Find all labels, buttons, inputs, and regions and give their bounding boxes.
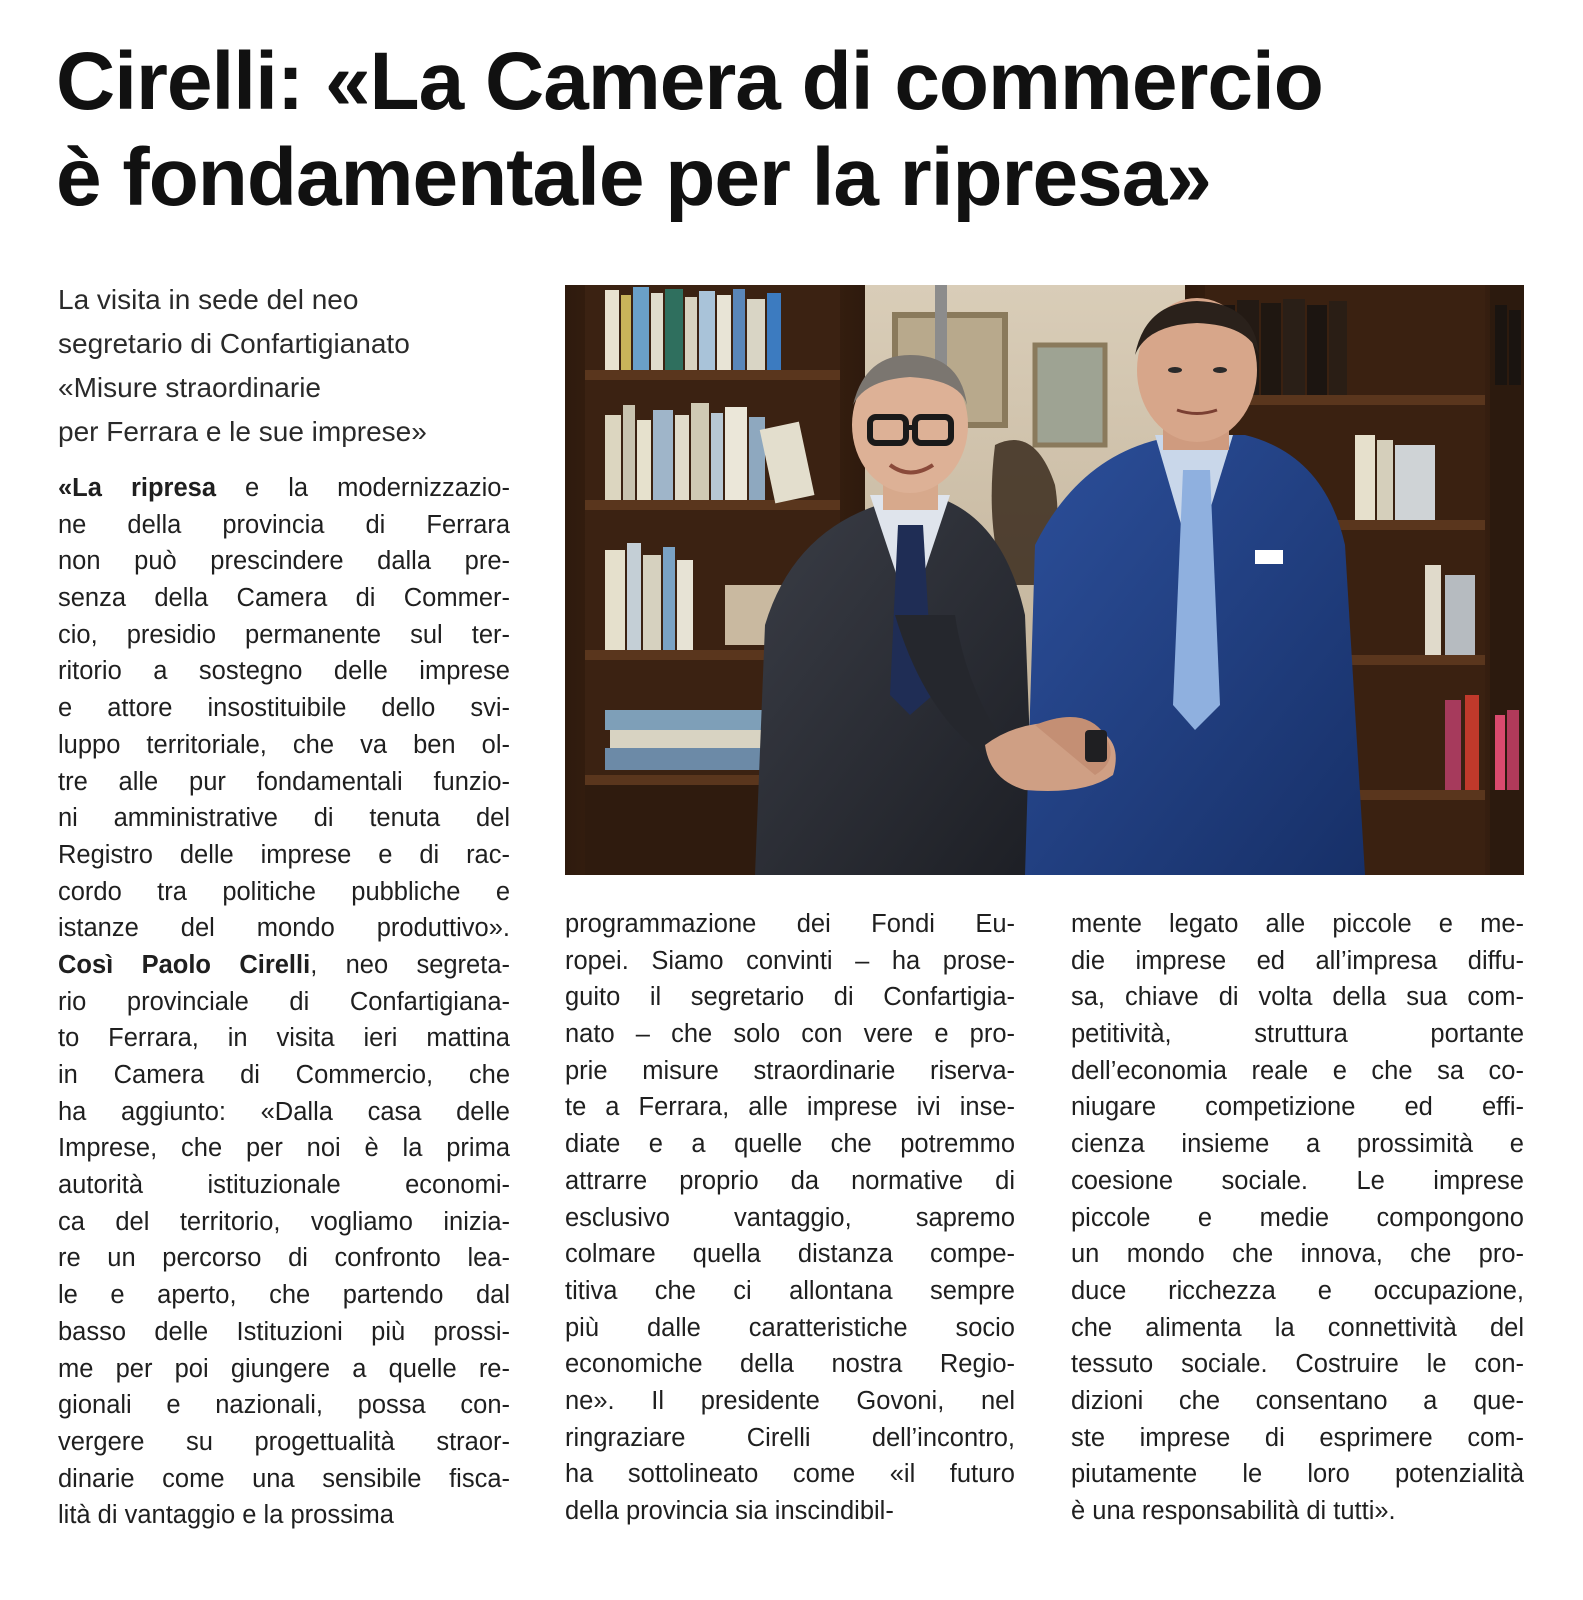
body-text-run: mente legato alle piccole e me- [1071,910,1524,938]
body-text-line [58,543,510,580]
body-text-run: economiche della nostra Regio- [565,1350,1015,1379]
body-text-run: è una responsabilità di tutti». [1071,1497,1396,1525]
body-text-line [58,1240,510,1277]
body-text-line [58,690,510,727]
body-text-line [1071,1310,1524,1347]
body-text-line [1071,1456,1524,1493]
body-text-line [1071,1200,1524,1237]
body-text-run: coesione sociale. Le imprese [1071,1166,1524,1195]
body-text-run: luppo territoriale, che va ben ol- [58,730,510,759]
body-text-run: autorità istituzionale economi- [58,1171,510,1200]
body-text-run: cordo tra politiche pubbliche e [58,877,510,906]
body-text-line [565,1200,1015,1237]
headline-line-2: è fondamentale per la ripresa» [56,132,1211,223]
body-text-line [565,1493,1015,1530]
body-text-line [58,1351,510,1388]
body-text-run: ni amministrative di tenuta del [58,804,510,833]
body-text-run: le e aperto, che partendo dal [58,1281,510,1310]
body-text-run: te a Ferrara, alle imprese ivi inse- [565,1093,1015,1122]
body-text-line [58,1387,510,1424]
body-text-run: ca del territorio, vogliamo inizia- [58,1207,510,1236]
body-text-run: lità di vantaggio e la prossima [58,1501,394,1530]
photo-illustration [565,285,1524,875]
body-text-line [565,943,1015,980]
headline-line-1: Cirelli: «La Camera di commercio [56,36,1323,127]
body-text-run: ha sottolineato come «il futuro [565,1460,1015,1489]
body-text-line [58,1020,510,1057]
body-text-line [58,580,510,617]
body-text-line [565,1456,1015,1493]
body-text-line [565,906,1015,943]
subtitle-line: segretario di Confartigianato [58,328,410,359]
body-text-line [58,617,510,654]
body-text-run: to Ferrara, in visita ieri mattina [58,1024,510,1053]
body-text-line [1071,1383,1524,1420]
photo-handshake [565,285,1524,875]
body-text-run: un mondo che innova, che pro- [1071,1240,1524,1269]
body-text-run: cio, presidio permanente sul ter- [58,620,510,649]
body-text-line [565,1016,1015,1053]
body-text-run: e attore insostituibile dello svi- [58,694,510,723]
body-text-run: gionali e nazionali, possa con- [58,1391,510,1420]
body-text-line [1071,1493,1524,1530]
body-text-line [58,470,510,507]
body-text-line [565,1420,1015,1457]
body-text-run: petitività, struttura portante [1071,1020,1524,1049]
body-text-run: esclusivo vantaggio, sapremo [565,1203,1015,1232]
body-text-run: titiva che ci allontana sempre [565,1276,1015,1305]
body-text-line [58,764,510,801]
body-text-run: ne della provincia di Ferrara [58,510,510,539]
body-column-2 [565,906,1015,1530]
body-text-run: ringraziare Cirelli dell’incontro, [565,1423,1015,1452]
body-text-run: diate e a quelle che potremmo [565,1130,1015,1159]
body-text-line [1071,979,1524,1016]
body-text-run: in Camera di Commercio, che [58,1061,510,1089]
body-text-run: Registro delle imprese e di rac- [58,840,510,869]
body-text-line [1071,1236,1524,1273]
body-text-run: della provincia sia inscindibil- [565,1497,894,1525]
body-text-run: me per poi giungere a quelle re- [58,1354,510,1383]
body-text-run: duce ricchezza e occupazione, [1071,1276,1524,1305]
subtitle-line: La visita in sede del neo [58,284,359,315]
body-text-line [58,910,510,947]
body-text-bold: «La ripresa [58,474,217,502]
body-text-line [1071,1163,1524,1200]
body-text-run: e la modernizzazio- [216,474,510,502]
body-text-run: senza della Camera di Commer- [58,584,510,613]
body-text-line [58,1204,510,1241]
body-text-line [565,1089,1015,1126]
body-text-line [1071,943,1524,980]
body-text-run: die imprese ed all’impresa diffu- [1071,946,1524,975]
body-text-run: basso delle Istituzioni più prossi- [58,1317,510,1346]
body-text-line [58,1497,510,1534]
body-text-line [1071,906,1524,943]
body-text-line [565,1126,1015,1163]
body-text-run: guito il segretario di Confartigia- [565,983,1015,1012]
body-text-run: piccole e medie compongono [1071,1203,1524,1232]
body-text-run: sa, chiave di volta della sua com- [1071,983,1524,1012]
body-text-line [58,1130,510,1167]
body-text-line [565,1383,1015,1420]
body-text-run: dizioni che consentano a que- [1071,1386,1524,1415]
body-text-run: più dalle caratteristiche socio [565,1313,1015,1342]
body-text-line [58,1461,510,1498]
body-text-run: tessuto sociale. Costruire le con- [1071,1350,1524,1379]
body-text-line [565,1053,1015,1090]
body-text-run: nato – che solo con vere e pro- [565,1020,1015,1049]
body-text-run: Imprese, che per noi è la prima [58,1134,510,1163]
subtitle [58,278,518,454]
body-text-run: vergere su progettualità straor- [58,1427,510,1456]
body-text-run: istanze del mondo produttivo». [58,914,510,943]
body-text-bold: Così Paolo Cirelli [58,950,311,979]
body-text-line [58,727,510,764]
body-text-line [58,1314,510,1351]
body-text-run: che alimenta la connettività del [1071,1313,1524,1342]
body-text-line [58,1057,510,1094]
body-text-line [58,947,510,984]
body-text-line [58,837,510,874]
body-text-run: rio provinciale di Confartigiana- [58,987,510,1016]
body-text-run: ropei. Siamo convinti – ha prose- [565,946,1015,975]
body-text-run: programmazione dei Fondi Eu- [565,910,1015,938]
body-text-run: dell’economia reale e che sa co- [1071,1056,1524,1085]
body-text-line [58,653,510,690]
subtitle-line: per Ferrara e le sue imprese» [58,416,427,447]
body-text-line [58,874,510,911]
body-text-line [58,800,510,837]
subtitle-line: «Misure straordinarie [58,372,321,403]
body-text-run: attrarre proprio da normative di [565,1166,1015,1195]
body-text-run: tre alle pur fondamentali funzio- [58,767,510,796]
body-text-line [58,984,510,1021]
body-text-line [58,1167,510,1204]
body-text-line [1071,1016,1524,1053]
body-text-line [565,1310,1015,1347]
body-column-3 [1071,906,1524,1530]
body-text-line [58,1277,510,1314]
body-text-run: colmare quella distanza compe- [565,1240,1015,1269]
body-text-line [58,507,510,544]
body-text-run: , neo segreta- [310,950,510,979]
body-text-run: ne». Il presidente Govoni, nel [565,1386,1015,1415]
body-text-line [1071,1420,1524,1457]
body-text-line [58,1424,510,1461]
body-text-line [565,1236,1015,1273]
body-text-line [58,1094,510,1131]
body-column-1 [58,470,510,1534]
body-text-run: ha aggiunto: «Dalla casa delle [58,1097,510,1126]
body-text-line [1071,1089,1524,1126]
body-text-run: niugare competizione ed effi- [1071,1093,1524,1122]
body-text-line [1071,1346,1524,1383]
body-text-line [1071,1273,1524,1310]
body-text-line [565,979,1015,1016]
body-text-line [565,1346,1015,1383]
body-text-run: non può prescindere dalla pre- [58,547,510,576]
body-text-line [1071,1126,1524,1163]
body-text-run: re un percorso di confronto lea- [58,1244,510,1273]
body-text-run: ritorio a sostegno delle imprese [58,657,510,686]
body-text-line [1071,1053,1524,1090]
body-text-line [565,1273,1015,1310]
headline [56,34,1536,226]
body-text-run: cienza insieme a prossimità e [1071,1130,1524,1159]
body-text-run: dinarie come una sensibile fisca- [58,1464,510,1493]
body-text-run: prie misure straordinarie riserva- [565,1056,1015,1085]
body-text-run: piutamente le loro potenzialità [1071,1460,1524,1489]
body-text-line [565,1163,1015,1200]
body-text-run: ste imprese di esprimere com- [1071,1423,1524,1452]
